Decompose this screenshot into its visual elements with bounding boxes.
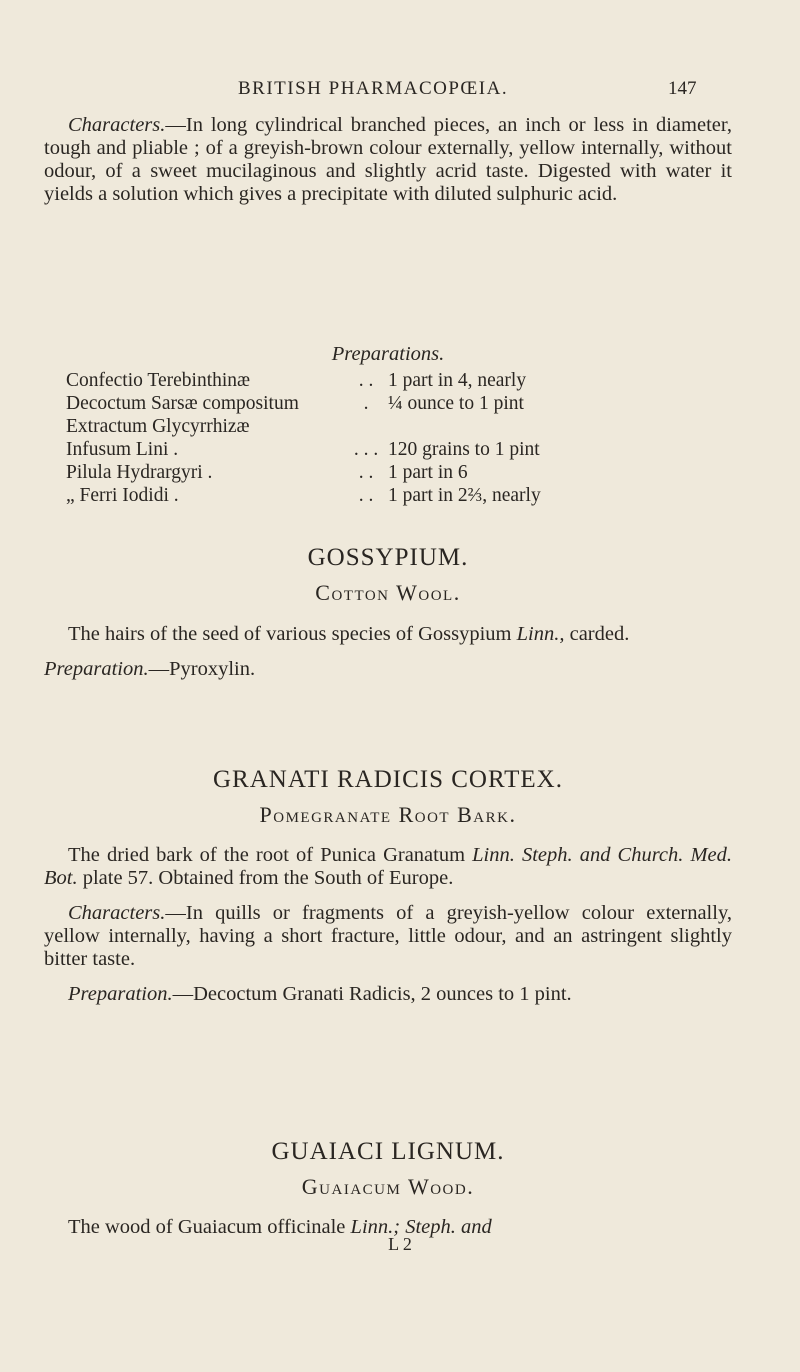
granati-desc-end: plate 57. Obtained from the South of Europe.	[82, 867, 454, 889]
granati-preparation-text: —Decoctum Granati Radicis, 2 ounces to 1 pint.	[172, 983, 572, 1005]
page-number: 147	[668, 78, 697, 99]
guaiaci-subtitle: Guaiacum Wood.	[301, 1174, 475, 1199]
granati-subtitle: Pomegranate Root Bark.	[259, 802, 517, 827]
preparation-leader: . . .	[353, 439, 379, 460]
preparation-name: Decoctum Sarsæ compositum	[66, 393, 299, 414]
gossypium-subtitle: Cotton Wool.	[315, 580, 461, 605]
granati-characters-label: Characters.	[68, 902, 166, 924]
gossypium-title: GOSSYPIUM.	[307, 544, 469, 571]
preparation-name: Pilula Hydrargyri .	[66, 462, 213, 483]
preparation-amount: ¼ ounce to 1 pint	[388, 393, 524, 414]
preparation-name: Infusum Lini .	[66, 439, 179, 460]
guaiaci-title: GUAIACI LIGNUM.	[271, 1138, 505, 1165]
gossypium-desc-end: carded.	[569, 623, 630, 645]
preparation-row	[66, 369, 541, 392]
preparation-amount: 1 part in 6	[388, 462, 468, 483]
granati-desc-text: The dried bark of the root of Punica Granatum	[68, 844, 466, 866]
preparations-heading: Preparations.	[331, 343, 445, 365]
gossypium-preparation-label: Preparation.	[44, 658, 149, 680]
preparation-row	[66, 392, 541, 415]
preparation-row	[66, 484, 541, 507]
preparation-leader	[344, 415, 388, 438]
signature-mark: L 2	[388, 1234, 412, 1254]
preparation-name: „ Ferri Iodidi .	[66, 485, 179, 506]
guaiaci-desc-text: The wood of Guaiacum officinale	[68, 1216, 346, 1238]
characters-text: —In long cylindrical branched pieces, an inch or less in diameter, tough and pliable ; of a greyish-brown colour externally, yellow internally, without odour, of a sweet mucilaginous and slightly acrid taste. Digested with water it yields a solution which gives a precipitate with diluted sulphuric acid.	[44, 114, 732, 205]
preparation-name: Extractum Glycyrrhizæ	[66, 416, 250, 437]
gossypium-authority: Linn.,	[516, 623, 565, 645]
guaiaci-authority: Linn.; Steph. and	[350, 1216, 492, 1238]
granati-preparation-label: Preparation.	[68, 983, 173, 1005]
gossypium-desc-text: The hairs of the seed of various species of Gossypium	[68, 623, 512, 645]
granati-preparation	[44, 983, 732, 1006]
granati-characters	[44, 902, 732, 971]
preparation-row	[66, 438, 541, 461]
gossypium-description	[44, 623, 732, 681]
preparation-name: Confectio Terebinthinæ	[66, 370, 251, 391]
characters-label: Characters.	[68, 114, 166, 136]
running-head-title: BRITISH PHARMACOPŒIA.	[238, 78, 509, 99]
gossypium-preparation	[44, 658, 732, 681]
gossypium-preparation-text: —Pyroxylin.	[148, 658, 256, 680]
preparation-row	[66, 415, 541, 438]
granati-authority: Linn. Steph. and Church. Med. Bot.	[44, 844, 733, 889]
preparations-heading-block	[44, 343, 732, 366]
characters-paragraph	[44, 114, 732, 206]
preparation-leader: . .	[358, 485, 374, 506]
granati-title: GRANATI RADICIS CORTEX.	[213, 766, 563, 793]
preparations-table	[66, 369, 541, 507]
gossypium-section	[44, 544, 732, 606]
preparation-leader: .	[363, 393, 369, 414]
preparation-amount: 120 grains to 1 pint	[388, 439, 540, 460]
preparation-leader: . .	[358, 370, 374, 391]
running-head	[0, 78, 800, 102]
guaiaci-section	[44, 1138, 732, 1200]
preparation-amount: 1 part in 2⅔, nearly	[388, 485, 541, 506]
preparation-amount: 1 part in 4, nearly	[388, 370, 527, 391]
granati-section	[44, 766, 732, 828]
granati-characters-text: —In quills or fragments of a greyish-yellow colour externally, yellow internally, having a short fracture, little odour, and an astringent slightly bitter taste.	[44, 902, 732, 970]
granati-description	[44, 844, 732, 1006]
preparation-leader: . .	[358, 462, 374, 483]
preparation-row	[66, 461, 541, 484]
